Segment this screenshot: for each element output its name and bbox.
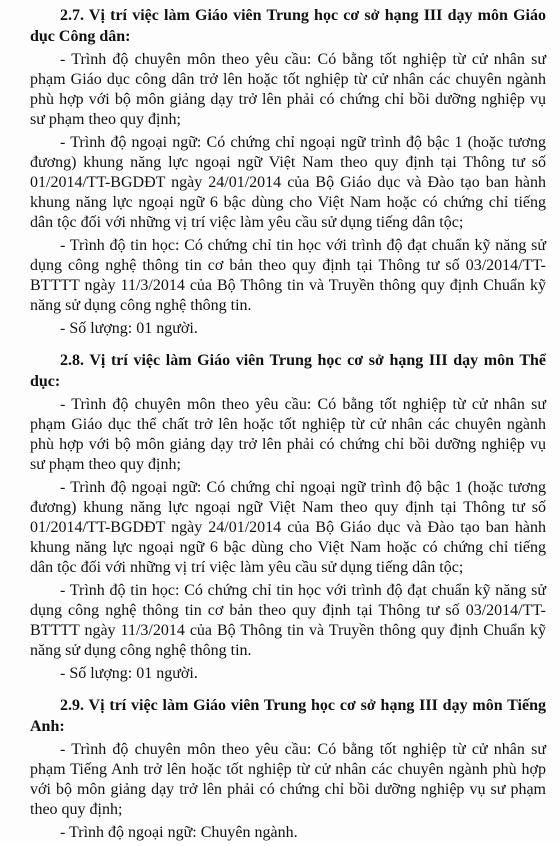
requirement-professional: - Trình độ chuyên môn theo yêu cầu: Có bằng tốt nghiệp từ cử nhân sư phạm Giáo dục thể chất trở lên hoặc tốt nghiệp từ cử nhân các chuyên ngành phù hợp với bộ môn giảng dạy trở lên phải có chứng chỉ bồi dưỡng nghiệp vụ sư phạm theo quy định; <box>30 396 546 473</box>
section-2-9 <box>30 695 546 843</box>
requirement-professional: - Trình độ chuyên môn theo yêu cầu: Có bằng tốt nghiệp từ cử nhân sư phạm Tiếng Anh trở lên hoặc tốt nghiệp từ cử nhân các chuyên ngành phù hợp với bộ môn giảng dạy trở lên phải có chứng chỉ bồi dưỡng nghiệp vụ sư phạm theo quy định; <box>30 741 546 818</box>
requirement-quantity: - Số lượng: 01 người. <box>60 665 198 682</box>
requirement-it: - Trình độ tin học: Có chứng chỉ tin học với trình độ đạt chuẩn kỹ năng sử dụng công nghệ thông tin cơ bản theo quy định tại Thông tư số 03/2014/TT-BTTTT ngày 11/3/2014 của Bộ Thông tin và Truyền thông quy định Chuẩn kỹ năng sử dụng công nghệ thông tin. <box>30 582 546 659</box>
requirement-professional: - Trình độ chuyên môn theo yêu cầu: Có bằng tốt nghiệp từ cử nhân sư phạm Giáo dục công dân trở lên hoặc tốt nghiệp từ cử nhân các chuyên ngành phù hợp với bộ môn giảng dạy trở lên phải có chứng chỉ bồi dưỡng nghiệp vụ sư phạm theo quy định; <box>30 51 546 128</box>
section-heading: 2.8. Vị trí việc làm Giáo viên Trung học cơ sở hạng III dạy môn Thể dục: <box>30 352 546 390</box>
section-2-8 <box>30 350 546 684</box>
requirement-it: - Trình độ tin học: Có chứng chỉ tin học với trình độ đạt chuẩn kỹ năng sử dụng công nghệ thông tin cơ bản theo quy định tại Thông tư số 03/2014/TT-BTTTT ngày 11/3/2014 của Bộ Thông tin và Truyền thông quy định Chuẩn kỹ năng sử dụng công nghệ thông tin. <box>30 237 546 314</box>
requirement-quantity: - Số lượng: 01 người. <box>60 320 198 337</box>
requirement-foreign-language: - Trình độ ngoại ngữ: Có chứng chỉ ngoại ngữ trình độ bậc 1 (hoặc tương đương) khung năng lực ngoại ngữ Việt Nam theo quy định tại Thông tư số 01/2014/TT-BGDĐT ngày 24/01/2014 của Bộ Giáo dục và Đào tạo ban hành khung năng lực ngoại ngữ 6 bậc dùng cho Việt Nam hoặc có chứng chỉ tiếng dân tộc đối với những vị trí việc làm yêu cầu sử dụng tiếng dân tộc; <box>30 134 546 231</box>
section-heading: 2.7. Vị trí việc làm Giáo viên Trung học cơ sở hạng III dạy môn Giáo dục Công dân: <box>30 7 546 45</box>
requirement-foreign-language: - Trình độ ngoại ngữ: Có chứng chỉ ngoại ngữ trình độ bậc 1 (hoặc tương đương) khung năng lực ngoại ngữ Việt Nam theo quy định tại Thông tư số 01/2014/TT-BGDĐT ngày 24/01/2014 của Bộ Giáo dục và Đào tạo ban hành khung năng lực ngoại ngữ 6 bậc dùng cho Việt Nam hoặc có chứng chỉ tiếng dân tộc đối với những vị trí việc làm yêu cầu sử dụng tiếng dân tộc; <box>30 479 546 576</box>
document-body <box>30 5 546 846</box>
section-2-7 <box>30 5 546 339</box>
requirement-foreign-language: - Trình độ ngoại ngữ: Chuyên ngành. <box>60 824 298 841</box>
section-heading: 2.9. Vị trí việc làm Giáo viên Trung học cơ sở hạng III dạy môn Tiếng Anh: <box>30 697 546 735</box>
